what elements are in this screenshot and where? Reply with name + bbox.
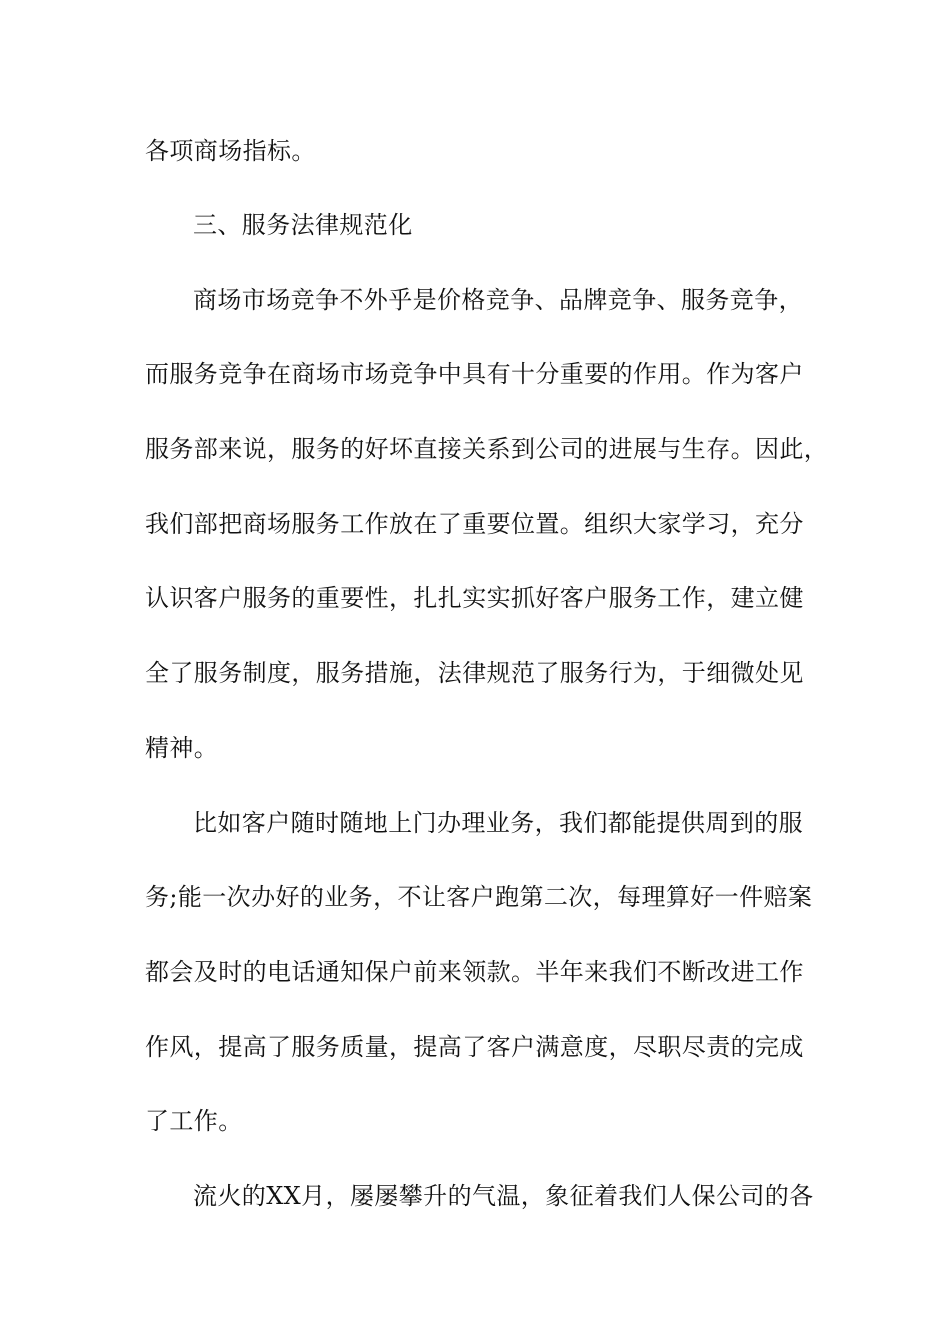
paragraph-line-6: 我们部把商场服务工作放在了重要位置。组织大家学习，充分: [145, 510, 804, 538]
paragraph-line-7: 认识客户服务的重要性，扎扎实实抓好客户服务工作，建立健: [145, 584, 804, 612]
paragraph-line-12: 都会及时的电话通知保户前来领款。半年来我们不断改进工作: [145, 958, 804, 986]
paragraph-line-5: 服务部来说，服务的好坏直接关系到公司的进展与生存。因此，: [145, 435, 829, 463]
paragraph-line-11: 务;能一次办好的业务，不让客户跑第二次，每理算好一件赔案: [145, 883, 813, 911]
paragraph-line-3: 商场市场竞争不外乎是价格竞争、品牌竞争、服务竞争，: [193, 286, 803, 314]
section-heading: 三、服务法律规范化: [193, 211, 413, 239]
paragraph-line-8: 全了服务制度，服务措施，法律规范了服务行为，于细微处见: [145, 659, 804, 687]
paragraph-line-10: 比如客户随时随地上门办理业务，我们都能提供周到的服: [193, 809, 803, 837]
paragraph-line-9: 精神。: [145, 734, 219, 762]
paragraph-line-15: 流火的XX月，屡屡攀升的气温，象征着我们人保公司的各: [193, 1182, 814, 1210]
paragraph-line-13: 作风，提高了服务质量，提高了客户满意度，尽职尽责的完成: [145, 1033, 804, 1061]
paragraph-line-4: 而服务竞争在商场市场竞争中具有十分重要的作用。作为客户: [145, 360, 804, 388]
paragraph-line-14: 了工作。: [145, 1107, 243, 1135]
paragraph-line-1: 各项商场指标。: [145, 137, 316, 165]
